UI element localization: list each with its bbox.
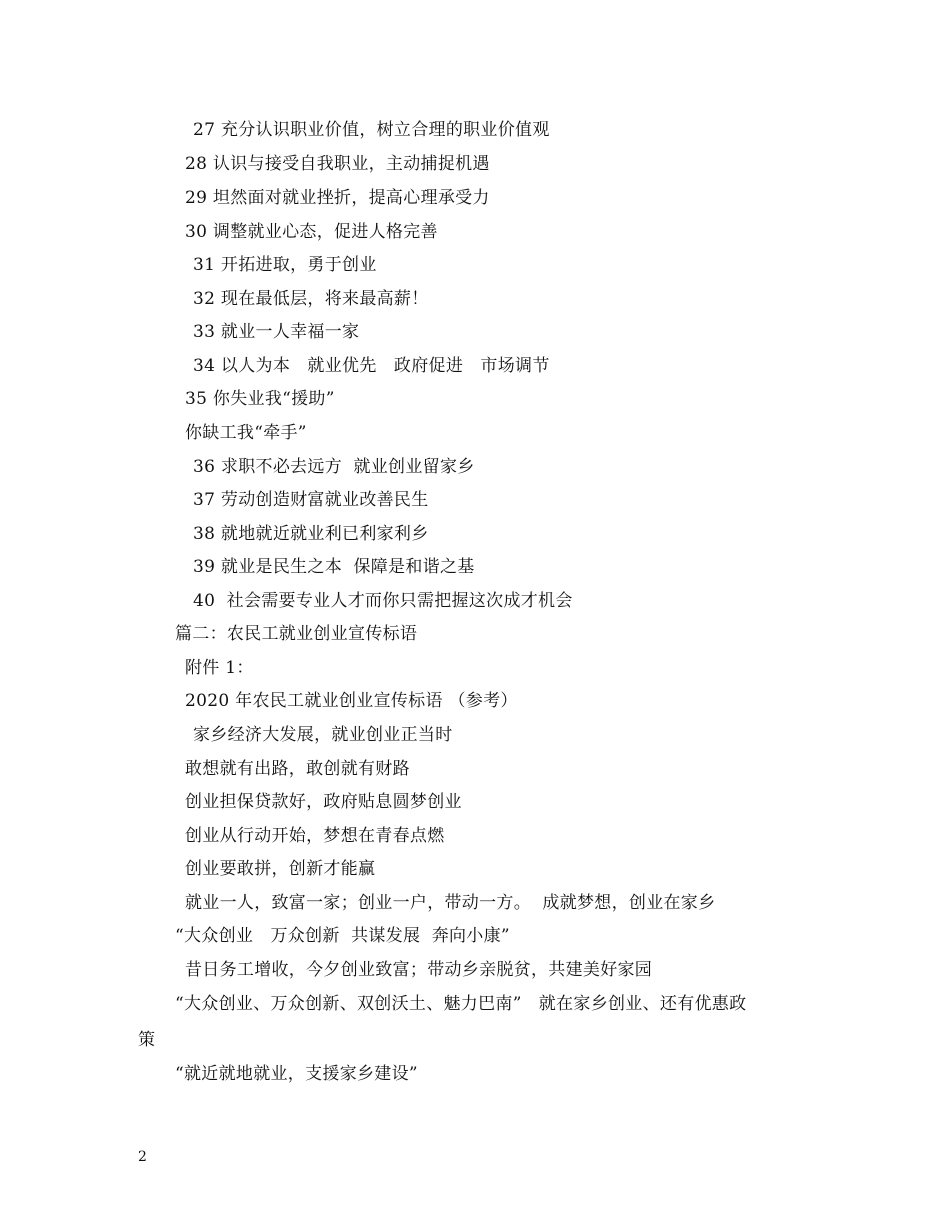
section-heading: 篇二：农民工就业创业宣传标语 [175,624,418,644]
slogan-line: 创业要敢拼，创新才能赢 [185,859,376,879]
page-number: 2 [138,1149,147,1165]
text-line-38: 38 就地就近就业利已利家利乡 [193,524,429,544]
slogan-line: 家乡经济大发展，就业创业正当时 [193,725,453,745]
attachment-label: 附件 1： [185,658,254,678]
text-line-28: 28 认识与接受自我职业，主动捕捉机遇 [185,154,490,174]
slogan-line: “大众创业 万众创新 共谋发展 奔向小康” [175,926,510,946]
text-line-35b: 你缺工我“牵手” [185,423,307,443]
text-line-32: 32 现在最低层，将来最高薪！ [193,289,429,309]
text-line-35: 35 你失业我“援助” [185,389,335,409]
text-line-33: 33 就业一人幸福一家 [193,322,360,342]
slogan-line: 创业从行动开始，梦想在青春点燃 [185,826,445,846]
slogan-line: 昔日务工增收，今夕创业致富；带动乡亲脱贫，共建美好家园 [185,960,653,980]
text-line-36: 36 求职不必去远方 就业创业留家乡 [193,457,475,477]
slogan-line: 敢想就有出路，敢创就有财路 [185,759,410,779]
attachment-title: 2020 年农民工就业创业宣传标语 （参考） [185,691,518,711]
text-line-34: 34 以人为本 就业优先 政府促进 市场调节 [193,356,550,376]
text-line-40: 40 社会需要专业人才而你只需把握这次成才机会 [193,591,573,611]
slogan-line-wrap: 策 [138,1030,156,1050]
slogan-line: “大众创业、万众创新、双创沃土、魅力巴南” 就在家乡创业、还有优惠政 [175,994,747,1014]
text-line-27: 27 充分认识职业价值，树立合理的职业价值观 [193,120,550,140]
text-line-39: 39 就业是民生之本 保障是和谐之基 [193,557,475,577]
text-line-30: 30 调整就业心态，促进人格完善 [185,222,438,242]
slogan-line: 就业一人，致富一家；创业一户，带动一方。 成就梦想，创业在家乡 [185,893,716,913]
slogan-line: 创业担保贷款好，政府贴息圆梦创业 [185,792,462,812]
text-line-37: 37 劳动创造财富就业改善民生 [193,490,429,510]
text-line-31: 31 开拓进取，勇于创业 [193,255,377,275]
slogan-line: “就近就地就业，支援家乡建设” [175,1064,418,1084]
text-line-29: 29 坦然面对就业挫折，提高心理承受力 [185,188,490,208]
